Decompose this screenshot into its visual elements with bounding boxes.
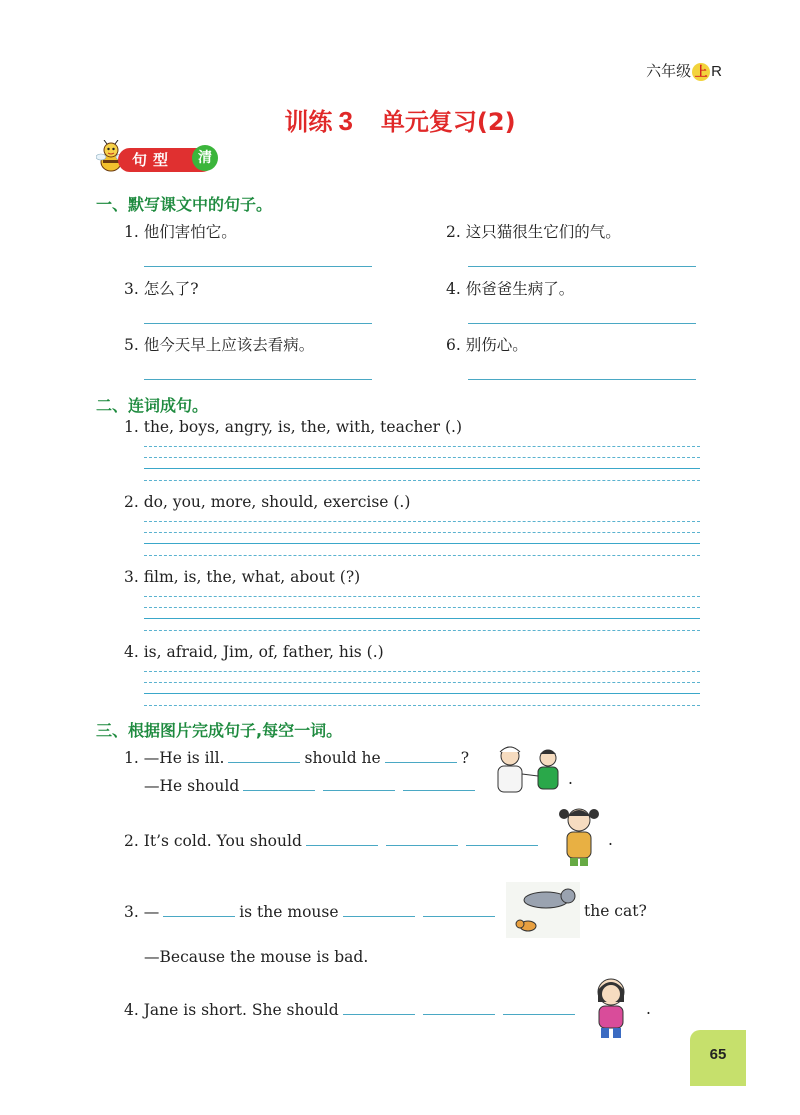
- fill-blank[interactable]: [163, 902, 235, 917]
- fill-blank[interactable]: [423, 902, 495, 917]
- s2-item-3: 3. film, is, the, what, about (?): [124, 568, 361, 586]
- section2-heading: 二、连词成句。: [96, 396, 209, 415]
- fill-blank[interactable]: [323, 776, 395, 791]
- writing-guide: [144, 446, 700, 447]
- writing-line[interactable]: [144, 543, 700, 544]
- cat-mouse-illustration: [506, 882, 580, 942]
- doctor-patient-illustration: [490, 744, 570, 802]
- s3-q2: 2. It’s cold. You should: [124, 831, 542, 850]
- s1-item-1: 1. 他们害怕它。: [124, 223, 237, 241]
- answer-line[interactable]: [144, 266, 372, 267]
- fill-blank[interactable]: [306, 831, 378, 846]
- s3-q3-line1: 3. — is the mouse: [124, 902, 499, 921]
- fill-blank[interactable]: [403, 776, 475, 791]
- fill-blank[interactable]: [503, 1000, 575, 1015]
- fill-blank[interactable]: [386, 831, 458, 846]
- writing-guide: [144, 596, 700, 597]
- s3-q3-line2: —Because the mouse is bad.: [144, 948, 369, 966]
- page-number: 65: [690, 1030, 746, 1086]
- writing-guide: [144, 555, 700, 556]
- fill-blank[interactable]: [243, 776, 315, 791]
- writing-guide: [144, 532, 700, 533]
- writing-guide: [144, 457, 700, 458]
- answer-line[interactable]: [144, 379, 372, 380]
- fill-blank[interactable]: [343, 902, 415, 917]
- badge-qing: 清: [192, 145, 218, 171]
- writing-line[interactable]: [144, 693, 700, 694]
- answer-line[interactable]: [468, 323, 696, 324]
- short-girl-illustration: [582, 972, 640, 1044]
- writing-line[interactable]: [144, 618, 700, 619]
- s1-item-2: 2. 这只猫很生它们的气。: [446, 223, 621, 241]
- semester-badge: 上: [692, 63, 710, 81]
- writing-guide: [144, 705, 700, 706]
- s1-item-4: 4. 你爸爸生病了。: [446, 280, 575, 298]
- s2-item-1: 1. the, boys, angry, is, the, with, teacher (.): [124, 418, 463, 436]
- writing-guide: [144, 630, 700, 631]
- s3-q1-period: .: [568, 770, 573, 788]
- grade-label: 六年级 上 R: [646, 63, 722, 80]
- fill-blank[interactable]: [343, 1000, 415, 1015]
- s1-item-6: 6. 别伤心。: [446, 336, 528, 354]
- s3-q1-line2: —He should: [144, 776, 479, 795]
- writing-guide: [144, 521, 700, 522]
- writing-guide: [144, 607, 700, 608]
- writing-guide: [144, 480, 700, 481]
- s3-q3-end: the cat?: [584, 902, 647, 920]
- badge-label: 句型: [118, 148, 214, 172]
- s1-item-3: 3. 怎么了?: [124, 280, 199, 298]
- s3-q4: 4. Jane is short. She should: [124, 1000, 579, 1019]
- section3-heading: 三、根据图片完成句子,每空一词。: [96, 721, 343, 740]
- s1-item-5: 5. 他今天早上应该去看病。: [124, 336, 315, 354]
- fill-blank[interactable]: [385, 748, 457, 763]
- writing-guide: [144, 682, 700, 683]
- section1-heading: 一、默写课文中的句子。: [96, 195, 273, 214]
- s2-item-2: 2. do, you, more, should, exercise (.): [124, 493, 411, 511]
- s2-item-4: 4. is, afraid, Jim, of, father, his (.): [124, 643, 384, 661]
- s3-q1-line1: 1. —He is ill. should he ?: [124, 749, 470, 767]
- page-title: 训练 3 单元复习(2): [284, 106, 516, 136]
- answer-line[interactable]: [144, 323, 372, 324]
- answer-line[interactable]: [468, 266, 696, 267]
- s3-q4-period: .: [646, 1000, 651, 1018]
- s3-q2-period: .: [608, 831, 613, 849]
- fill-blank[interactable]: [228, 748, 300, 763]
- fill-blank[interactable]: [466, 831, 538, 846]
- answer-line[interactable]: [468, 379, 696, 380]
- writing-line[interactable]: [144, 468, 700, 469]
- fill-blank[interactable]: [423, 1000, 495, 1015]
- writing-guide: [144, 671, 700, 672]
- cold-girl-illustration: [552, 804, 606, 872]
